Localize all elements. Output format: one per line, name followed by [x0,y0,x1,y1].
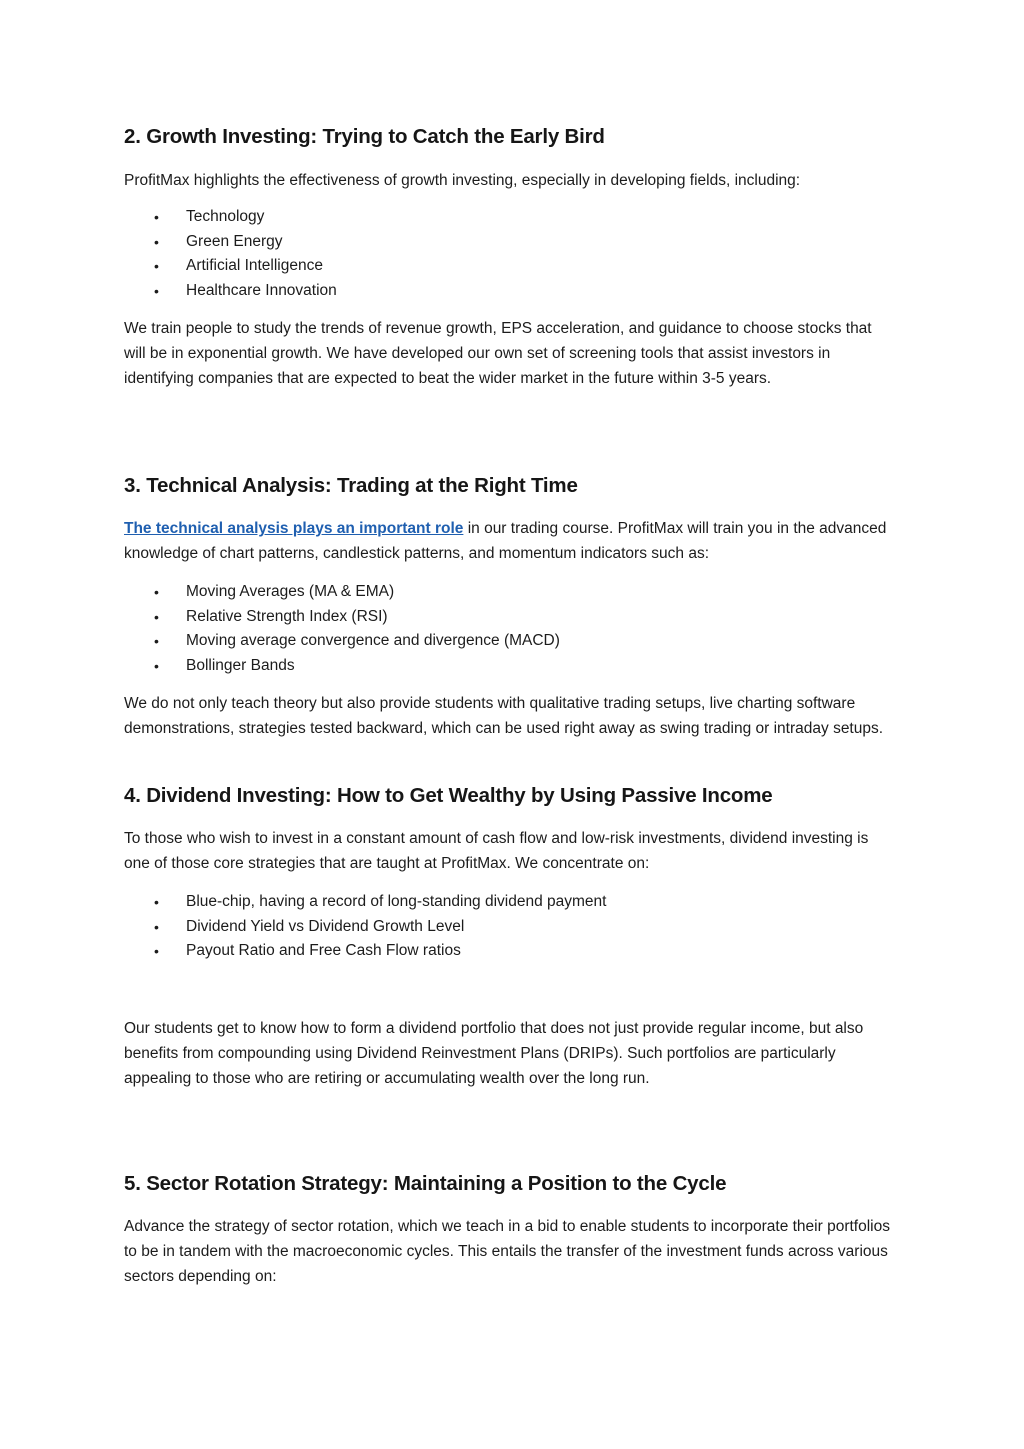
bullet-icon: • [154,918,159,935]
bullet-icon: • [154,209,159,225]
list-item: • Green Energy [124,230,894,255]
section-intro: ProfitMax highlights the effectiveness of growth investing, especially in developing fields, including: [124,172,801,189]
bullet-icon: • [154,258,159,274]
list-item: • Moving Averages (MA & EMA) [124,580,894,605]
section-heading: 3. Technical Analysis: Trading at the Right Time [124,474,578,497]
bullet-icon: • [154,608,159,625]
section-sector-rotation [124,1171,894,1289]
section-growth-investing [124,124,894,391]
technical-analysis-link[interactable]: The technical analysis plays an important role [124,520,464,537]
bullet-list [124,205,894,303]
list-item: • Moving average convergence and divergence (MACD) [124,629,894,654]
bullet-icon: • [154,584,159,600]
section-heading: 2. Growth Investing: Trying to Catch the Early Bird [124,125,605,148]
section-intro: To those who wish to invest in a constant amount of cash flow and low-risk investments, dividend investing is one of those core strategies that are taught at ProfitMax. We concentrate on: [124,830,869,872]
section-heading: 4. Dividend Investing: How to Get Wealthy by Using Passive Income [124,784,773,807]
bullet-icon: • [154,233,159,250]
bullet-icon: • [154,894,159,910]
list-item: • Bollinger Bands [124,654,894,679]
section-technical-analysis [124,473,894,741]
bullet-icon: • [154,943,159,959]
list-item: • Artificial Intelligence [124,254,894,279]
list-item: • Payout Ratio and Free Cash Flow ratios [124,939,894,964]
section-intro: The technical analysis plays an important role in our trading course. ProfitMax will train you in the advanced knowledge of chart patterns, candlestick patterns, and momentum indicators such as: [124,520,887,562]
list-item: • Blue-chip, having a record of long-standing dividend payment [124,890,894,915]
section-body: Our students get to know how to form a dividend portfolio that does not just provide regular income, but also benefits from compounding using Dividend Reinvestment Plans (DRIPs). Such portfolios are particularly appealing to those who are retiring or accumulating wealth over the long run. [124,1019,864,1087]
list-item: • Relative Strength Index (RSI) [124,605,894,630]
bullet-icon: • [154,633,159,649]
list-item: • Healthcare Innovation [124,279,894,304]
list-item: • Dividend Yield vs Dividend Growth Level [124,915,894,940]
bullet-icon: • [154,282,159,299]
bullet-list [124,890,894,964]
bullet-icon: • [154,657,159,674]
bullet-list [124,580,894,678]
section-dividend-investing [124,783,894,1091]
list-item: • Technology [124,205,894,230]
section-body: We train people to study the trends of revenue growth, EPS acceleration, and guidance to choose stocks that will be in exponential growth. We have developed our own set of screening tools that assist investors in identifying companies that are expected to beat the wider market in the future within 3-5 years. [124,320,872,387]
section-heading: 5. Sector Rotation Strategy: Maintaining a Position to the Cycle [124,1172,727,1195]
section-intro: Advance the strategy of sector rotation, which we teach in a bid to enable students to incorporate their portfolios to be in tandem with the macroeconomic cycles. This entails the transfer of the investment funds across various sectors depending on: [124,1218,890,1285]
section-body: We do not only teach theory but also provide students with qualitative trading setups, live charting software demonstrations, strategies tested backward, which can be used right away as swing trading or intraday setups. [124,695,884,737]
